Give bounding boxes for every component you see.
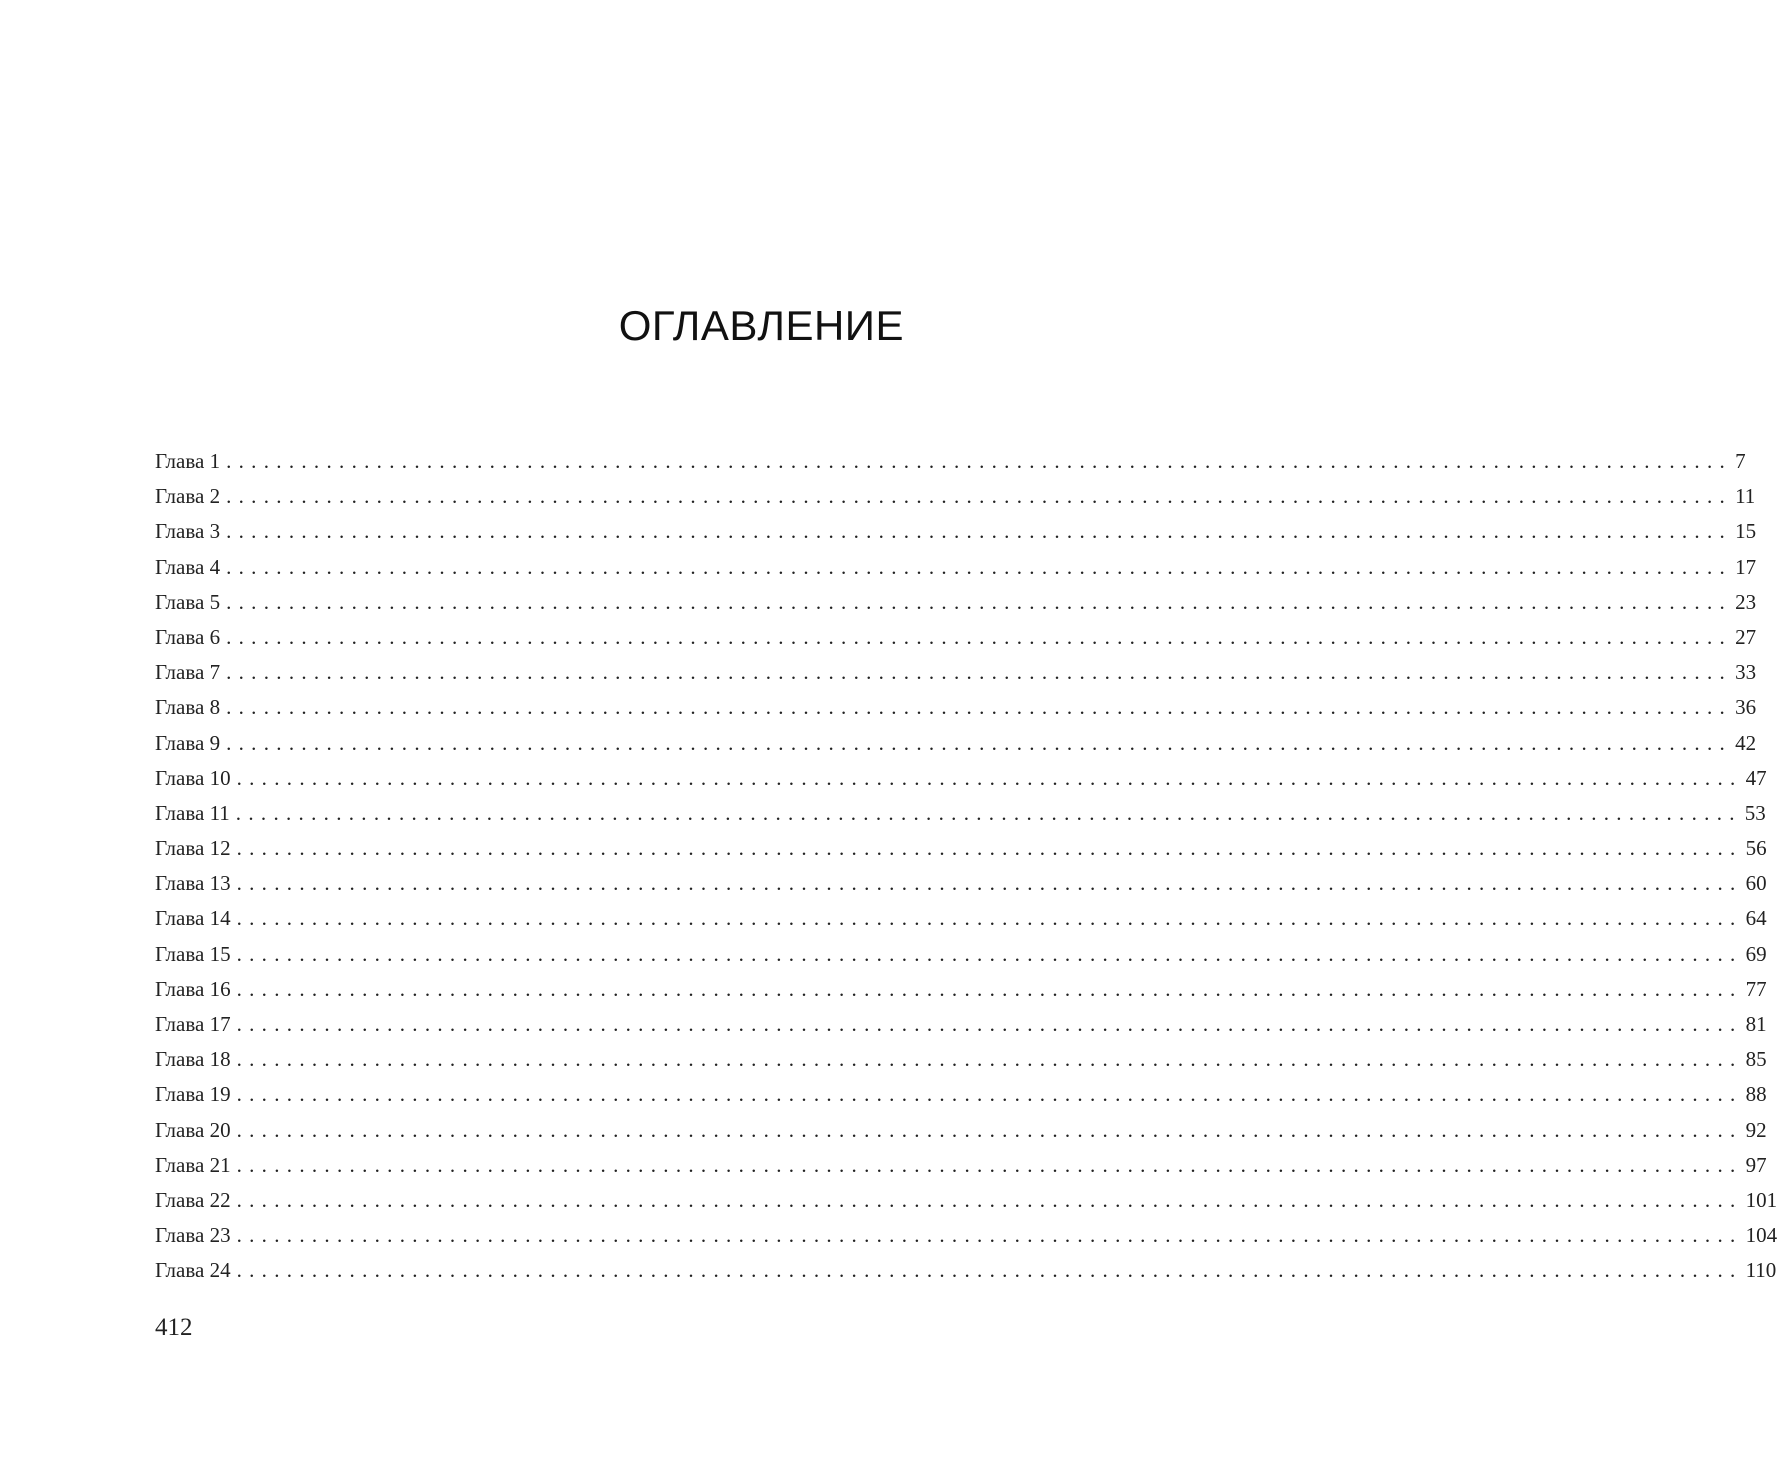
toc-entry-page: 17 <box>1735 554 1757 579</box>
toc-entry[interactable] <box>155 1077 1767 1112</box>
toc-entry-page: 7 <box>1735 449 1746 473</box>
dot-leader: ........................................................................................................................ <box>236 836 1743 861</box>
toc-entry-label: Глава 16 <box>155 976 231 1001</box>
toc-entry-page: 36 <box>1735 695 1757 720</box>
toc-entry-label: Глава 19 <box>155 1082 231 1107</box>
toc-entry-page: 11 <box>1735 484 1756 509</box>
toc-entry[interactable] <box>155 1007 1767 1042</box>
toc-entry[interactable] <box>155 585 1757 620</box>
toc-entry[interactable] <box>155 1218 1777 1253</box>
toc-entry[interactable] <box>155 1042 1767 1077</box>
toc-entry[interactable] <box>155 1253 1777 1288</box>
toc-entry-page: 15 <box>1735 519 1757 544</box>
toc-entry[interactable] <box>155 866 1767 901</box>
toc-entry[interactable] <box>155 796 1766 831</box>
toc-entry[interactable] <box>155 1113 1767 1148</box>
toc-entry-label: Глава 20 <box>155 1117 231 1142</box>
dot-leader: ........................................................................................................................ <box>236 765 1743 790</box>
toc-entry-page: 23 <box>1735 589 1757 614</box>
toc-entry-page: 56 <box>1745 836 1767 861</box>
toc-entry[interactable] <box>155 479 1756 514</box>
toc-entry-page: 60 <box>1745 871 1767 896</box>
toc-entry-label: Глава 2 <box>155 484 221 509</box>
dot-leader: ........................................................................................................................ <box>236 941 1743 966</box>
page-title: ОГЛАВЛЕНИЕ <box>618 302 904 349</box>
toc-entry-page: 47 <box>1745 765 1767 790</box>
dot-leader: ........................................................................................................................ <box>236 1047 1743 1072</box>
toc-entry-label: Глава 23 <box>155 1223 231 1248</box>
toc-entry-label: Глава 4 <box>155 554 221 579</box>
toc-entry-label: Глава 22 <box>155 1187 231 1212</box>
toc-entry[interactable] <box>155 937 1767 972</box>
dot-leader: ........................................................................................................................ <box>236 1012 1743 1036</box>
dot-leader: ........................................................................................................................ <box>236 871 1743 896</box>
toc-entry-page: 85 <box>1745 1047 1767 1072</box>
toc-entry-page: 53 <box>1744 800 1766 825</box>
toc-entry-label: Глава 3 <box>155 519 221 544</box>
dot-leader: ........................................................................................................................ <box>236 1117 1743 1142</box>
toc-entry-page: 101 <box>1745 1187 1777 1212</box>
toc-entry[interactable] <box>155 514 1757 549</box>
toc-entry-page: 110 <box>1745 1258 1777 1283</box>
dot-leader: ........................................................................................................................ <box>226 484 1733 509</box>
toc-entry-label: Глава 17 <box>155 1012 231 1036</box>
toc-entry-label: Глава 18 <box>155 1047 231 1072</box>
dot-leader: ........................................................................................................................ <box>236 1223 1743 1248</box>
toc-entry[interactable] <box>155 761 1767 796</box>
toc-entry-page: 77 <box>1745 976 1767 1001</box>
dot-leader: ........................................................................................................................ <box>236 976 1743 1001</box>
dot-leader: ........................................................................................................................ <box>236 906 1743 931</box>
dot-leader: ........................................................................................................................ <box>226 660 1733 685</box>
toc-entry[interactable] <box>155 831 1767 866</box>
dot-leader: ........................................................................................................................ <box>236 1258 1743 1283</box>
toc-entry-label: Глава 14 <box>155 906 231 931</box>
toc-entry[interactable] <box>155 1148 1767 1183</box>
page-number: 412 <box>155 1314 193 1341</box>
toc-entry-page: 69 <box>1745 941 1767 966</box>
dot-leader: ........................................................................................................................ <box>226 519 1733 544</box>
toc-entry[interactable] <box>155 550 1757 585</box>
toc-entry-label: Глава 24 <box>155 1258 231 1283</box>
toc-entry-page: 81 <box>1745 1012 1767 1036</box>
toc-entry-page: 97 <box>1745 1152 1767 1177</box>
toc-entry-page: 104 <box>1745 1223 1777 1248</box>
toc-entry-label: Глава 7 <box>155 660 221 685</box>
toc-entry-label: Глава 13 <box>155 871 231 896</box>
dot-leader: ........................................................................................................................ <box>226 695 1733 720</box>
toc-entry-label: Глава 21 <box>155 1152 231 1177</box>
toc-entry[interactable] <box>155 726 1757 761</box>
toc-entry-page: 27 <box>1735 624 1757 649</box>
dot-leader: ........................................................................................................................ <box>236 1152 1743 1177</box>
dot-leader: ........................................................................................................................ <box>235 800 1742 825</box>
toc-entry-page: 88 <box>1745 1082 1767 1107</box>
toc-entry-page: 42 <box>1735 730 1757 755</box>
dot-leader: ........................................................................................................................ <box>226 730 1733 755</box>
toc-entry-label: Глава 10 <box>155 765 231 790</box>
toc-entry[interactable] <box>155 690 1757 725</box>
toc-entry-label: Глава 6 <box>155 624 221 649</box>
toc-entry[interactable] <box>155 972 1767 1007</box>
toc-entry-label: Глава 5 <box>155 589 221 614</box>
dot-leader: ........................................................................................................................ <box>236 1187 1743 1212</box>
toc-entry-page: 64 <box>1745 906 1767 931</box>
toc-entry[interactable] <box>155 1183 1777 1218</box>
toc-entry-page: 33 <box>1735 660 1757 685</box>
toc-entry[interactable] <box>155 444 1746 479</box>
dot-leader: ........................................................................................................................ <box>226 554 1733 579</box>
toc-entry[interactable] <box>155 655 1757 690</box>
toc-entry[interactable] <box>155 620 1757 655</box>
dot-leader: ........................................................................................................................ <box>226 624 1733 649</box>
toc-entry-label: Глава 8 <box>155 695 221 720</box>
toc-entry[interactable] <box>155 901 1767 936</box>
toc-entry-page: 92 <box>1745 1117 1767 1142</box>
toc-entry-label: Глава 15 <box>155 941 231 966</box>
dot-leader: ........................................................................................................................ <box>226 449 1733 473</box>
dot-leader: ........................................................................................................................ <box>226 589 1733 614</box>
toc-entry-label: Глава 9 <box>155 730 221 755</box>
dot-leader: ........................................................................................................................ <box>236 1082 1743 1107</box>
toc-entry-label: Глава 11 <box>155 800 230 825</box>
toc-entry-label: Глава 1 <box>155 449 221 473</box>
toc-entry-label: Глава 12 <box>155 836 231 861</box>
table-of-contents <box>155 444 1777 1289</box>
